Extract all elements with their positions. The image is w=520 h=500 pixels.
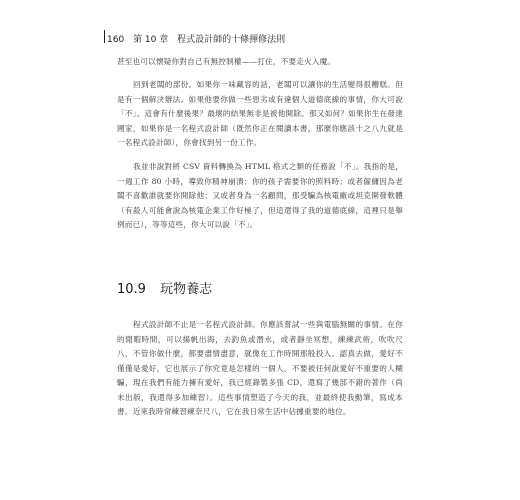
paragraph: 甚至也可以懷疑你對自己有無控制權——打住，不要走火入魔。 — [117, 57, 336, 66]
paragraph: 我並非說對將 CSV 資料轉換為 HTML 格式之類的任務說「不」。我指的是，一週工作 80 小時，導致你精神崩潰；你的孩子需要你的照料時；或者僱傭因為老闆不喜歡誰就要你開除他；又或者身為一名顧問，那受騙為核電廠或坦克開發軟體（有殺人可能會說為核電企業工作好極了，但這還得了我的道德底線，這裡只是舉例而已），等等這些，你大可以說「不」。 — [117, 162, 403, 229]
chapter-title: 程式設計師的十條揮修法則 — [177, 35, 286, 45]
section-heading — [117, 278, 212, 297]
section-number: 10.9 — [117, 282, 146, 297]
section-title: 玩物養志 — [160, 282, 213, 297]
paragraph: 回到老闆的部份。如果你一味藏容的話，老闆可以讓你的生活變得很糟糕。但是有一個解決辦法。如果他要你做一些惡劣或有違個人道德底線的事情，你大可說「不」。這會有什麼後果？最壞的結果無非是被他開除。那又如何？如果你生在發達國家，如果你是一名程式設計師（既然你正在閱讀本書，那麼你應該十之八九就是一名程式設計師），你會找到另一份工作。 — [117, 80, 403, 147]
header-divider — [104, 30, 105, 43]
running-header — [107, 32, 285, 45]
paragraph: 程式設計師不止是一名程式設計師。你應該嘗試一些與電腦無關的事情。在你的閒暇時間，可以揚帆出海，去釣魚或潛水，或者靜坐冥想，練練武術，吹吹尺八，不管你做什麼，都要盡情盡意，就像在工作時開那般投入。認真去做，愛好不僅僅是愛好，它也展示了你究竟是怎樣的一個人。不要被任何說愛好不重要的人糊騙，現在我們有能力擁有愛好，我已經錄製多張 CD，還寫了幾部不錯的著作（尚未出版，我還得多加練習）。這些事情塑造了今天的我，並最終使我動筆，寫成本書。近來我時常練習練奈尺八，它在我日常生活中佔據重要的地位。 — [117, 320, 403, 416]
chapter-label: 第 10 章 — [133, 35, 169, 45]
page-number: 160 — [107, 35, 125, 45]
